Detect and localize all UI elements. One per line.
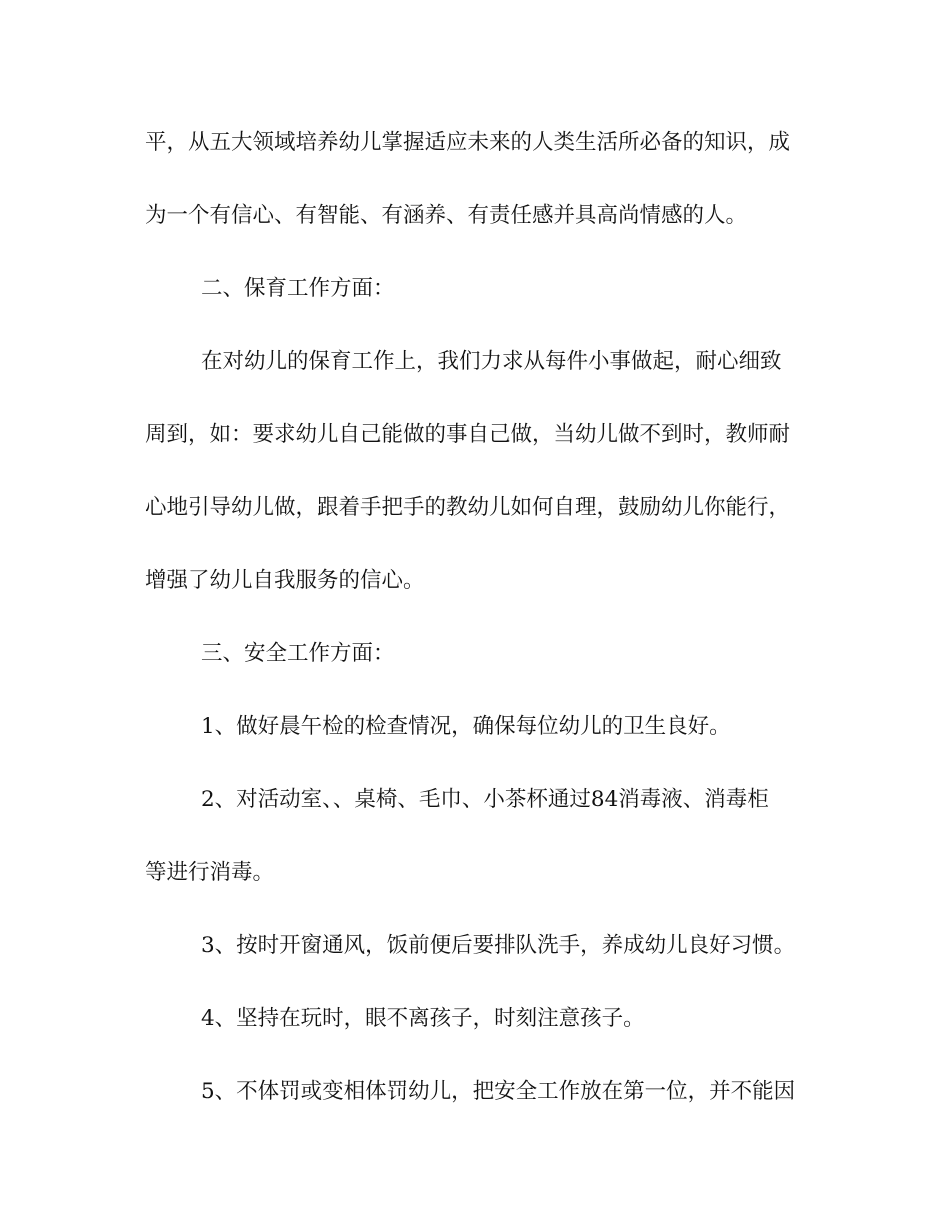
section-heading-anquan: 三、安全工作方面： (201, 641, 395, 666)
list-item-4: 4、坚持在玩时，眼不离孩子，时刻注意孩子。 (201, 1006, 645, 1031)
list-item-2: 2、对活动室、、桌椅、毛巾、小茶杯通过84消毒液、消毒柜 (201, 787, 769, 812)
text-line-5: 周到，如：要求幼儿自己能做的事自己做，当幼儿做不到时，教师耐 (145, 422, 791, 447)
list-item-3: 3、按时开窗通风，饭前便后要排队洗手，养成幼儿良好习惯。 (201, 933, 796, 958)
list-item-5: 5、不体罚或变相体罚幼儿，把安全工作放在第一位，并不能因 (201, 1079, 796, 1104)
text-line-2: 为一个有信心、有智能、有涵养、有责任感并具高尚情感的人。 (145, 203, 748, 228)
text-line-7: 增强了幼儿自我服务的信心。 (145, 568, 425, 593)
text-line-6: 心地引导幼儿做，跟着手把手的教幼儿如何自理，鼓励幼儿你能行， (145, 495, 791, 520)
text-line-4: 在对幼儿的保育工作上，我们力求从每件小事做起，耐心细致 (201, 349, 782, 374)
list-item-2-continued: 等进行消毒。 (145, 860, 275, 885)
list-item-1: 1、做好晨午检的检查情况，确保每位幼儿的卫生良好。 (201, 714, 731, 739)
section-heading-baoyu: 二、保育工作方面： (201, 276, 395, 301)
text-line-1: 平，从五大领域培养幼儿掌握适应未来的人类生活所必备的知识，成 (145, 130, 791, 155)
